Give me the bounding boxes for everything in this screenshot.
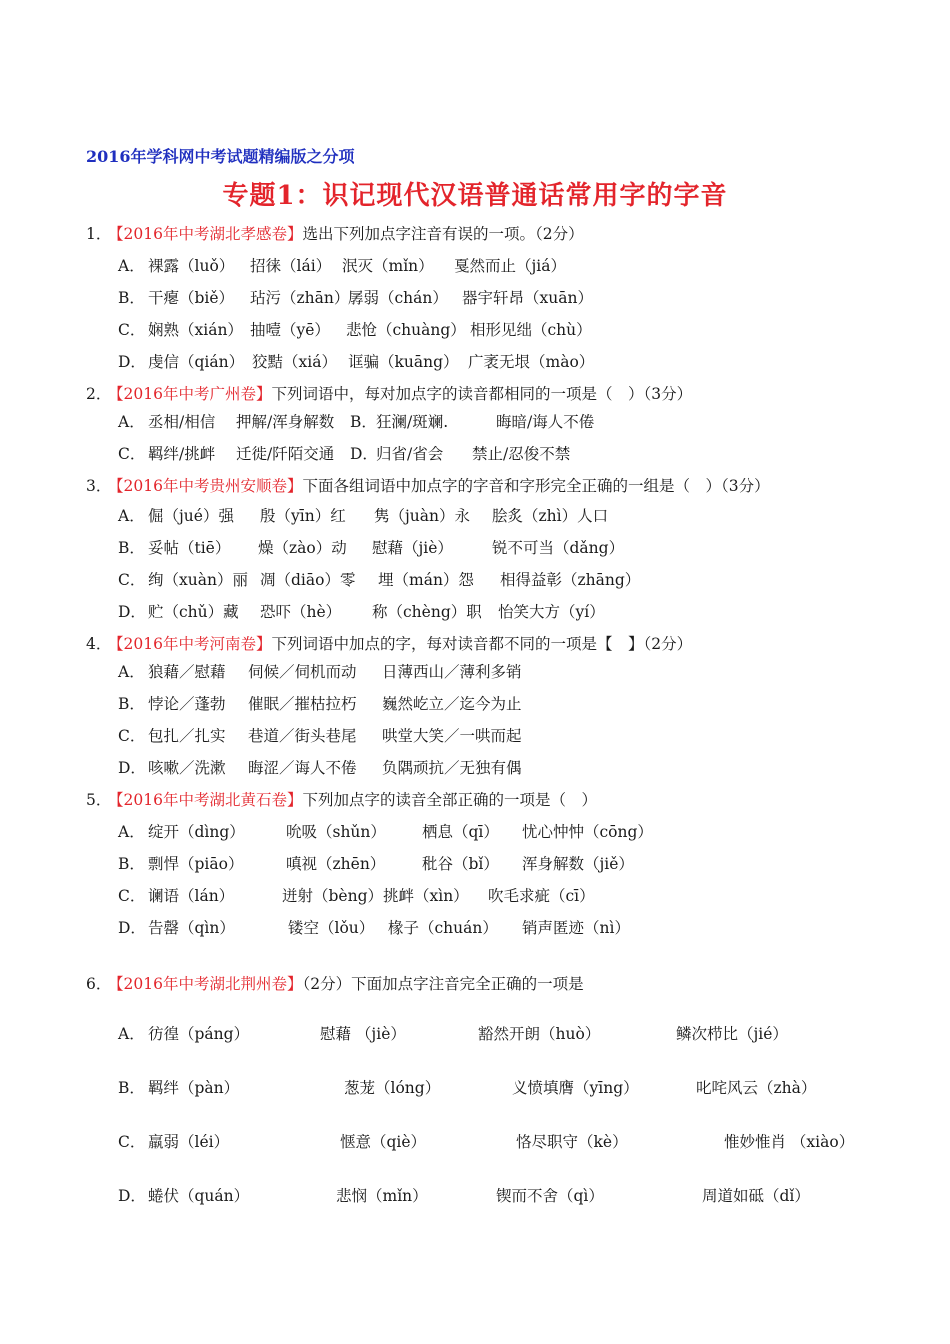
option-row (118, 1078, 816, 1098)
option-label: D． (118, 759, 146, 777)
option-item: 狼藉／慰藉 (148, 663, 226, 681)
option-item: 相得益彰（zhāng） (500, 571, 641, 589)
option-row (118, 822, 653, 842)
option-item: 裸露（luǒ） (148, 257, 235, 275)
option-item: 催眠／摧枯拉朽 (248, 695, 357, 713)
question-number: 3． (86, 477, 112, 495)
option-item: 销声匿迹（nì） (522, 919, 630, 937)
option-label: D． (350, 445, 378, 463)
question-stem: 下列词语中，每对加点字的读音都相同的一项是（ ）（3分） (271, 385, 693, 403)
page-subtitle: 2016年学科网中考试题精编版之分项 (86, 147, 355, 166)
option-label: A． (118, 257, 145, 275)
option-item: 迁徙/阡陌交通 (236, 445, 335, 463)
question-number: 1． (86, 225, 112, 243)
option-item: 悲悯（mǐn） (336, 1187, 428, 1205)
option-item: 日薄西山／薄利多销 (382, 663, 522, 681)
option-item: 晦涩／诲人不倦 (248, 759, 357, 777)
option-item: 倔（jué）强 (148, 507, 234, 525)
option-item: 凋（diāo）零 (260, 571, 356, 589)
question-source: 【2016年中考贵州安顺卷】 (108, 477, 303, 495)
option-item: 禁止/忍俊不禁 (472, 445, 571, 463)
option-item: 椽子（chuán） (388, 919, 498, 937)
option-item: 剽悍（piāo） (148, 855, 244, 873)
option-label: C． (118, 887, 146, 905)
option-label: A． (118, 823, 145, 841)
option-item: 义愤填膺（yīng） (512, 1079, 639, 1097)
option-label: D． (118, 353, 146, 371)
option-item: 锐不可当（dǎng） (492, 539, 625, 557)
option-row (118, 506, 608, 526)
option-item: 玷污（zhān） (250, 289, 350, 307)
option-item: 虔信（qián） (148, 353, 245, 371)
option-item: 镂空（lǒu） (288, 919, 375, 937)
option-row (118, 1132, 854, 1152)
option-item: 诓骗（kuāng） (348, 353, 459, 371)
question-stem: （2分）下面加点字注音完全正确的一项是 (302, 975, 584, 993)
option-item: 周道如砥（dǐ） (702, 1187, 810, 1205)
question-source: 【2016年中考湖北荆州卷】 (108, 975, 303, 993)
option-item: 绚（xuàn）丽 (148, 571, 248, 589)
option-label: B． (118, 289, 145, 307)
option-item: 相形见绌（chù） (470, 321, 592, 339)
option-item: 羸弱（léi） (148, 1133, 230, 1151)
option-item: 浑身解数（jiě） (522, 855, 634, 873)
option-item: 羁绊（pàn） (148, 1079, 240, 1097)
option-item: 狂澜/斑斓. (376, 413, 449, 431)
question-6 (86, 974, 584, 994)
option-row (118, 288, 593, 308)
option-item: 泯灭（mǐn） (342, 257, 434, 275)
option-label: A． (118, 507, 145, 525)
option-item: 妥帖（tiē） (148, 539, 231, 557)
option-item: 葱茏（lóng） (344, 1079, 441, 1097)
option-item: 招徕（lái） (250, 257, 332, 275)
option-item: 干瘪（biě） (148, 289, 235, 307)
option-item: 慰藉（jiè） (372, 539, 453, 557)
question-3 (86, 476, 770, 496)
option-item: 慰藉 （jiè） (320, 1025, 406, 1043)
option-item: 恪尽职守（kè） (516, 1133, 628, 1151)
option-item: 吮吸（shǔn） (286, 823, 386, 841)
option-item: 绽开（dìng） (148, 823, 245, 841)
option-label: C． (118, 321, 146, 339)
option-item: 叱咤风云（zhà） (696, 1079, 817, 1097)
question-1 (86, 224, 584, 244)
option-item: 悲怆（chuàng） (346, 321, 466, 339)
option-item: 恐吓（hè） (260, 603, 342, 621)
option-item: 栖息（qī） (422, 823, 499, 841)
option-item: 锲而不舍（qì） (496, 1187, 604, 1205)
option-label: B． (350, 413, 377, 431)
question-stem: 下列加点字的读音全部正确的一项是（ ） (302, 791, 597, 809)
option-row (118, 570, 640, 590)
option-item: 咳嗽／洗漱 (148, 759, 226, 777)
option-item: 怡笑大方（yí） (498, 603, 605, 621)
option-row (118, 918, 630, 938)
option-item: 哄堂大笑／一哄而起 (382, 727, 522, 745)
option-item: 器宇轩昂（xuān） (462, 289, 593, 307)
option-row (118, 726, 522, 746)
option-item: 惬意（qiè） (340, 1133, 427, 1151)
option-label: D． (118, 603, 146, 621)
question-source: 【2016年中考湖北孝感卷】 (108, 225, 303, 243)
question-number: 6． (86, 975, 112, 993)
question-stem: 下面各组词语中加点字的字音和字形完全正确的一组是（ ）（3分） (302, 477, 770, 495)
option-label: D． (118, 919, 146, 937)
option-row (118, 412, 594, 432)
question-number: 5． (86, 791, 112, 809)
option-item: 告罄（qìn） (148, 919, 235, 937)
question-source: 【2016年中考广州卷】 (108, 385, 272, 403)
option-item: 迸射（bèng）挑衅（xìn） (282, 887, 469, 905)
option-item: 贮（chǔ）藏 (148, 603, 239, 621)
option-item: 彷徨（páng） (148, 1025, 250, 1043)
option-item: 鳞次栉比（jié） (676, 1025, 788, 1043)
option-item: 蜷伏（quán） (148, 1187, 250, 1205)
option-label: C． (118, 571, 146, 589)
option-item: 谰语（lán） (148, 887, 235, 905)
option-item: 包扎／扎实 (148, 727, 226, 745)
page-title: 专题1：识记现代汉语普通话常用字的字音 (222, 181, 728, 211)
option-item: 晦暗/诲人不倦 (496, 413, 595, 431)
option-row (118, 694, 522, 714)
option-item: 惟妙惟肖 （xiào） (724, 1133, 855, 1151)
question-stem: 下列词语中加点的字，每对读音都不同的一项是【 】（2分） (271, 635, 693, 653)
option-row (118, 602, 605, 622)
option-label: D． (118, 1187, 146, 1205)
option-label: B． (118, 1079, 145, 1097)
option-row (118, 758, 522, 778)
option-item: 燥（zào）动 (258, 539, 347, 557)
option-row (118, 1186, 810, 1206)
question-stem: 选出下列加点字注音有误的一项。（2分） (302, 225, 584, 243)
option-item: 悖论／蓬勃 (148, 695, 226, 713)
option-item: 孱弱（chán） (348, 289, 448, 307)
option-row (118, 854, 634, 874)
option-row (118, 662, 522, 682)
option-label: C． (118, 727, 146, 745)
option-item: 称（chèng）职 (372, 603, 482, 621)
option-label: B． (118, 855, 145, 873)
question-4 (86, 634, 692, 654)
option-item: 丞相/相信 (148, 413, 216, 431)
option-item: 抽噎（yē） (250, 321, 330, 339)
option-item: 吹毛求疵（cī） (488, 887, 595, 905)
option-item: 广袤无垠（mào） (468, 353, 595, 371)
question-source: 【2016年中考湖北黄石卷】 (108, 791, 303, 809)
option-row (118, 320, 592, 340)
question-2 (86, 384, 692, 404)
option-item: 负隅顽抗／无独有偶 (382, 759, 522, 777)
option-item: 押解/浑身解数 (236, 413, 335, 431)
option-label: C． (118, 1133, 146, 1151)
option-label: A． (118, 663, 145, 681)
option-row (118, 1024, 788, 1044)
option-label: A． (118, 413, 145, 431)
option-item: 羁绊/挑衅 (148, 445, 216, 463)
option-label: B． (118, 539, 145, 557)
option-item: 狡黠（xiá） (252, 353, 337, 371)
option-label: A． (118, 1025, 145, 1043)
option-row (118, 352, 594, 372)
question-5 (86, 790, 597, 810)
option-item: 忧心忡忡（cōng） (522, 823, 653, 841)
option-item: 巷道／街头巷尾 (248, 727, 357, 745)
option-item: 伺候／伺机而动 (248, 663, 357, 681)
option-row (118, 538, 624, 558)
option-item: 豁然开朗（huò） (478, 1025, 601, 1043)
question-number: 4． (86, 635, 112, 653)
option-label: B． (118, 695, 145, 713)
option-item: 殷（yīn）红 (260, 507, 346, 525)
question-number: 2． (86, 385, 112, 403)
option-item: 巍然屹立／迄今为止 (382, 695, 522, 713)
option-item: 戛然而止（jiá） (454, 257, 567, 275)
question-source: 【2016年中考河南卷】 (108, 635, 272, 653)
option-row (118, 444, 570, 464)
option-item: 秕谷（bǐ） (422, 855, 499, 873)
option-row (118, 256, 566, 276)
option-item: 娴熟（xián） (148, 321, 243, 339)
option-item: 嗔视（zhēn） (286, 855, 386, 873)
option-item: 归省/省会 (376, 445, 444, 463)
option-label: C． (118, 445, 146, 463)
option-item: 隽（juàn）永 (374, 507, 471, 525)
option-item: 脍炙（zhì）人口 (492, 507, 609, 525)
option-item: 埋（mán）怨 (378, 571, 474, 589)
option-row (118, 886, 595, 906)
